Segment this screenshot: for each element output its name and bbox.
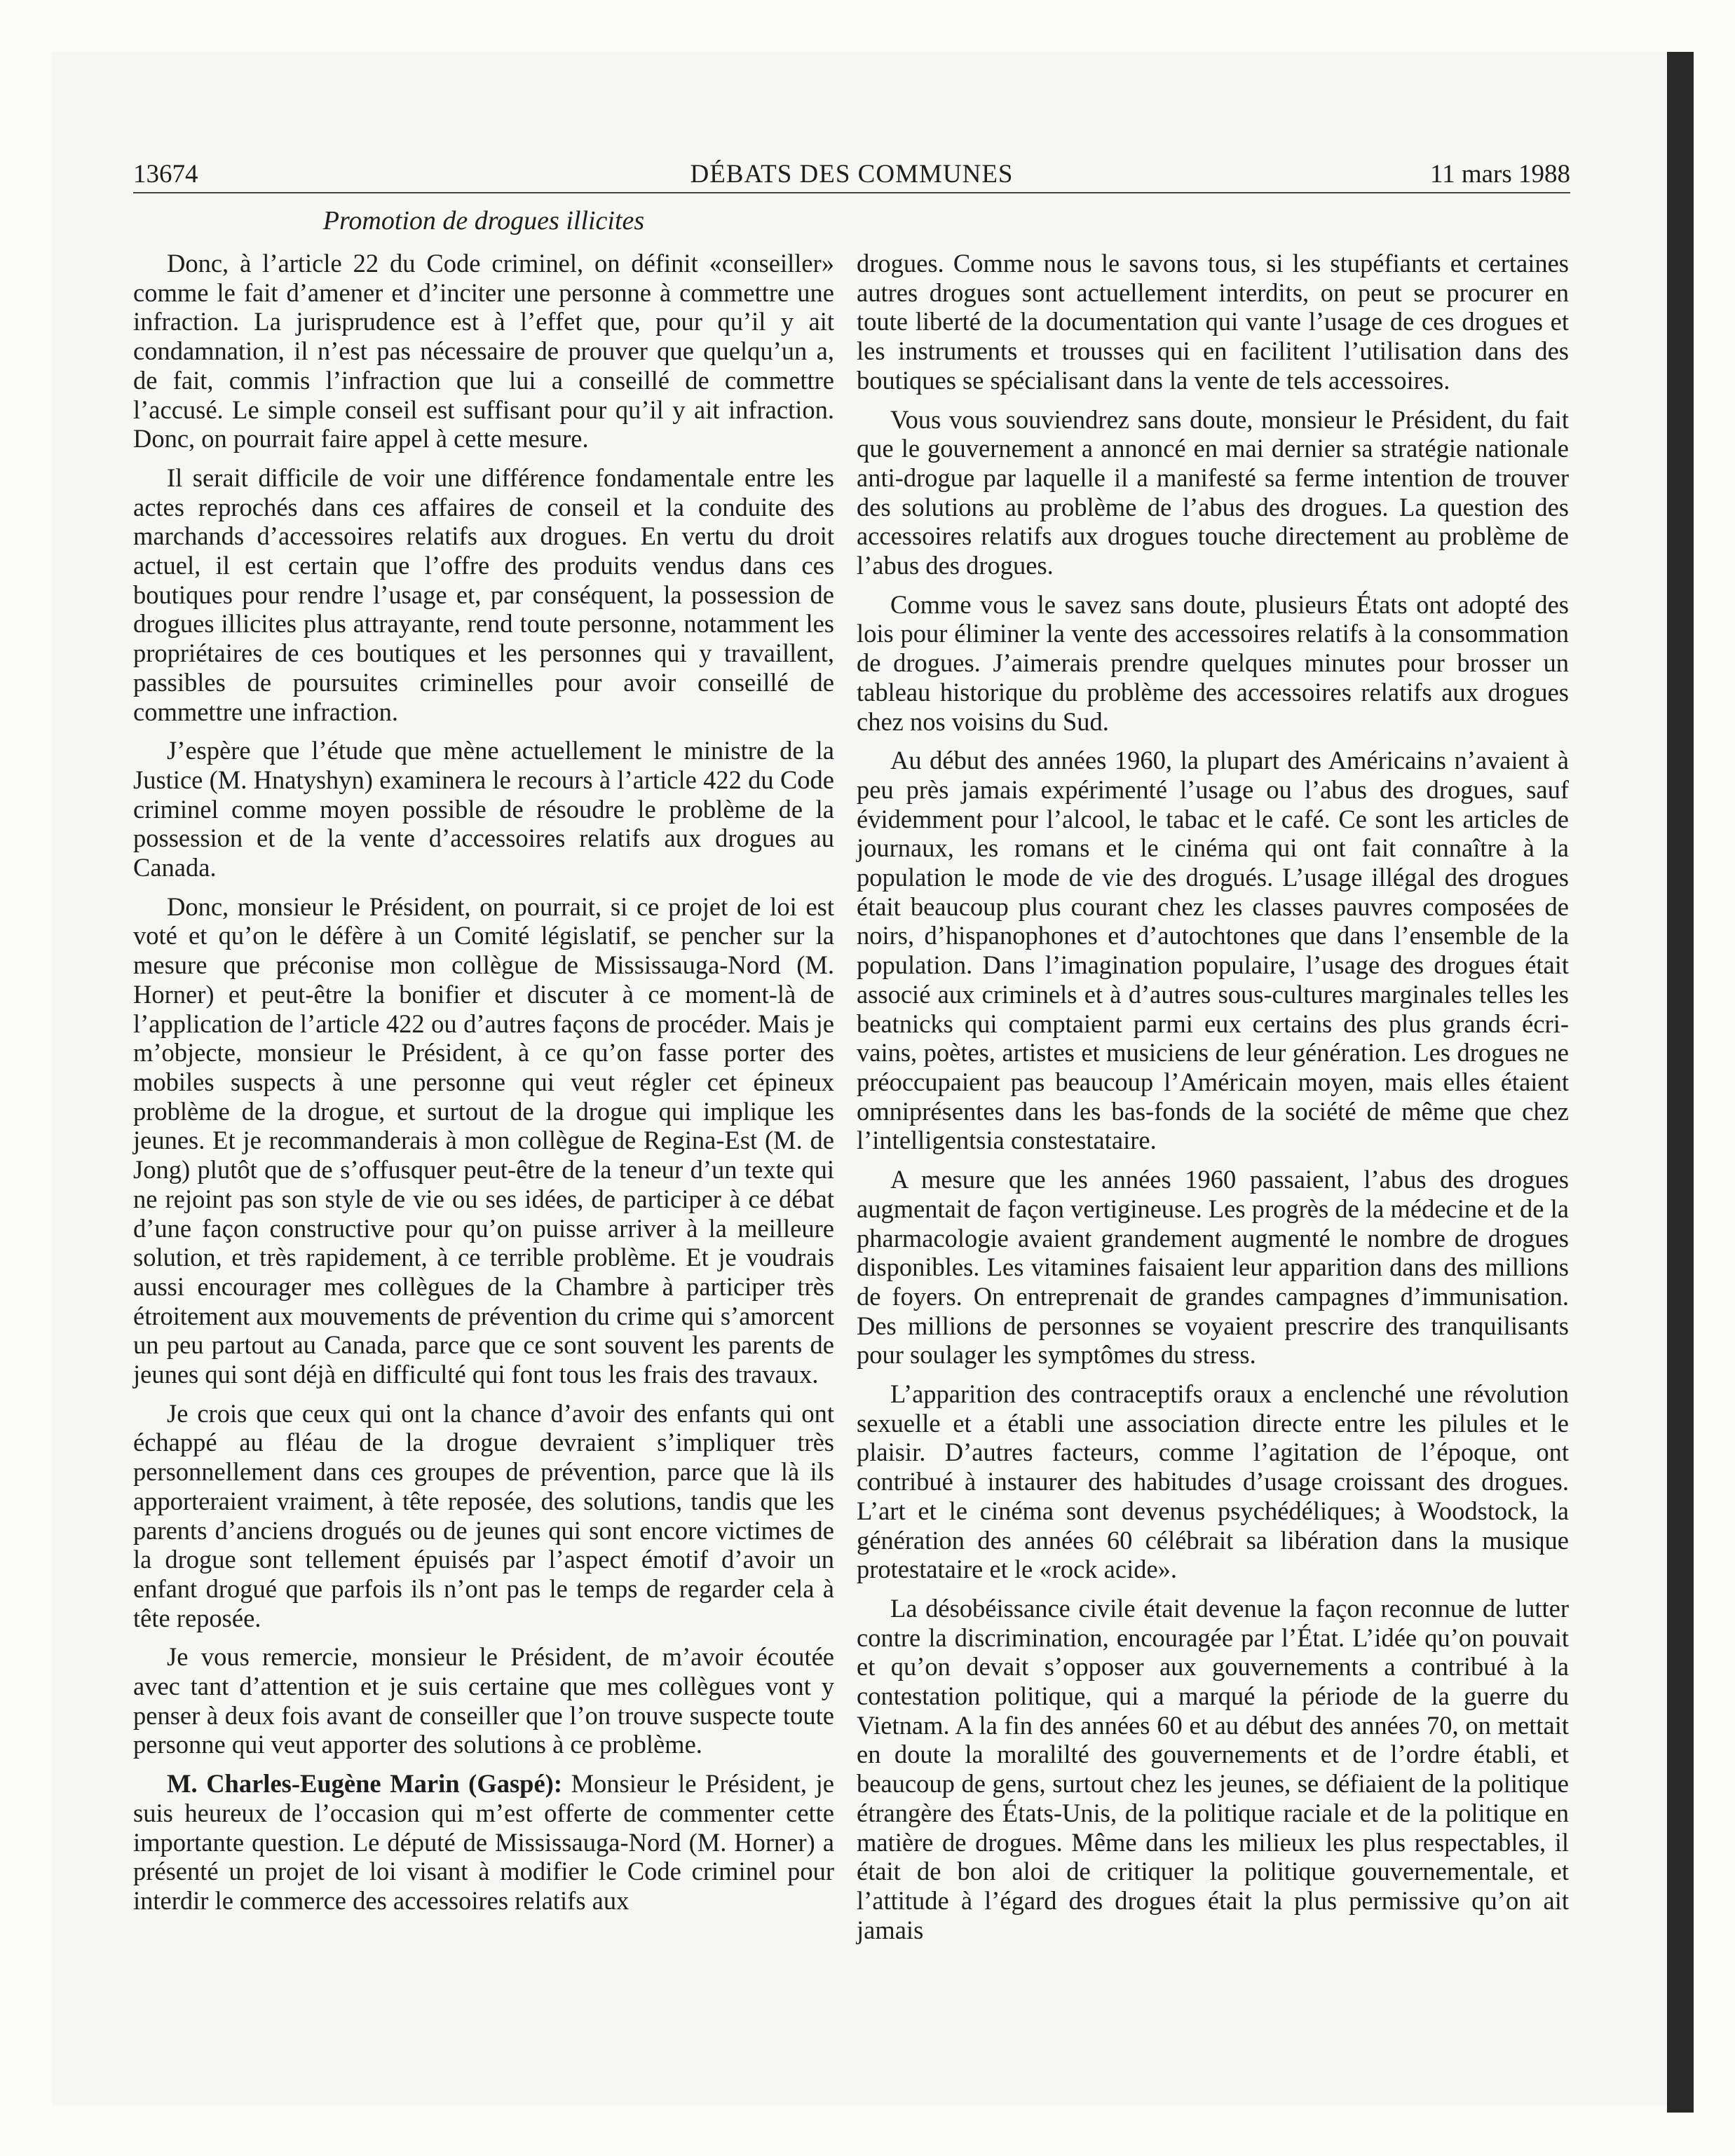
page-date: 11 mars 1988: [1429, 160, 1570, 189]
left-column: [133, 249, 834, 1925]
paragraph: Au début des années 1960, la plupart des Américains n’avaient à peu près jamais expérimenté l’usage ou l’abus des drogues, sauf évidemment pour l’alcool, le tabac et le café. Ce sont les articles de journaux, les romans et le cinéma qui ont fait connaître à la population le mode de vie des drogués. L’usage illégal des drogues était beaucoup plus courant chez les classes pauvres composées de noirs, d’hispanophones et d’autochtones que dans l’ensemble de la population. Dans l’imagination populaire, l’usage des drogues était associé aux criminels et à d’autres sous-cultures marginales telles les beatnicks qui comptaient parmi eux certains des plus grands écrivains, poètes, artistes et musiciens de leur génération. Les drogues ne préoccupaient pas beaucoup l’Américain moyen, mais elles étaient omniprésentes dans les bas-fonds de la société de même que chez l’intelligentsia constestataire.: [857, 746, 1569, 1155]
paragraph: Donc, monsieur le Président, on pourrait, si ce projet de loi est voté et qu’on le défère à un Comité législatif, se pencher sur la mesure que préconise mon collègue de Mississauga-Nord (M. Horner) et peut-être la bonifier et discuter à ce moment-là de l’application de l’article 422 ou d’autres façons de procéder. Mais je m’objecte, monsieur le Président, à ce qu’on fasse porter des mobiles suspects à une personne qui veut régler cet épineux problème de la drogue, et surtout de la drogue qui implique les jeunes. Et je recommanderais à mon collègue de Regina-Est (M. de Jong) plutôt que de s’offusquer peut-être de la teneur d’un texte qui ne rejoint pas son style de vie ou ses idées, de participer à ce débat d’une façon constructive pour qu’on puisse arriver à la meilleure solution, et très rapidement, à ce terrible problème. Et je voudrais aussi encourager mes collègues de la Chambre à participer très étroitement aux mouvements de prévention du crime qui s’amorcent un peu partout au Canada, parce que ce sont souvent les parents de jeunes qui sont déjà en difficulté qui font tous les frais des travaux.: [133, 892, 834, 1389]
paragraph-continuation: drogues. Comme nous le savons tous, si les stupéfiants et certaines autres drogues sont actuellement interdits, on peut se procurer en toute liberté de la documentation qui vante l’usage de ces drogues et les instruments et trousses qui en facilitent l’utilisation dans des boutiques se spécialisant dans la vente de tels accessoires.: [857, 249, 1569, 395]
paragraph: A mesure que les années 1960 passaient, l’abus des drogues augmentait de façon vertigineuse. Les progrès de la médecine et de la pharmacologie avaient grandement augmenté le nombre de drogues disponibles. Les vitamines faisaient leur apparition dans des millions de foyers. On entreprenait de grandes campagnes d’immunisation. Des millions de personnes se voyaient prescrire des tranquilisants pour soulager les symptômes du stress.: [857, 1165, 1569, 1370]
paragraph: Comme vous le savez sans doute, plusieurs États ont adopté des lois pour éliminer la vente des accessoires relatifs à la consommation de drogues. J’aimerais prendre quelques minutes pour brosser un tableau historique du problème des accessoires relatifs aux drogues chez nos voisins du Sud.: [857, 589, 1569, 736]
paragraph: Il serait difficile de voir une différence fondamentale entre les actes reprochés dans ces affaires de conseil et la conduite des marchands d’accessoires relatifs aux drogues. En vertu du droit actuel, il est certain que l’offre des produits vendus dans ces boutiques pour rendre l’usage et, par conséquent, la possession de drogues illicites plus attrayante, rend toute personne, notamment les propriétaires de ces boutiques et les personnes qui y travaillent, passibles de poursuites criminelles pour avoir conseillé de commettre une infraction.: [133, 463, 834, 726]
paragraph: L’apparition des contraceptifs oraux a enclenché une révolution sexuelle et a établi une association directe entre les pilules et le plaisir. D’autres facteurs, comme l’agitation de l’époque, ont contribué à instaurer des habitudes d’usage croissant des drogues. L’art et le cinéma sont devenus psychédéliques; à Woodstock, la génération des années 60 célébrait sa libération dans la musique protestataire et le «rock acide».: [857, 1379, 1569, 1584]
speech-text: Monsieur le Président, je suis heureux de l’occasion qui m’est offerte de commenter cette importante question. Le député de Mississauga-Nord (M. Horner) a présenté un projet de loi visant à modifier le Code criminel pour interdir le commerce des accessoires relatifs aux: [133, 1769, 834, 1915]
paragraph: La désobéissance civile était devenue la façon reconnue de lutter contre la discrimination, encouragée par l’État. L’idée qu’on pouvait et qu’on devait s’opposer aux gouvernements a contribué à la contestation politique, qui a marqué la période de la guerre du Vietnam. A la fin des années 60 et au début des années 70, on mettait en doute la moralilté des gouvernements et de l’ordre établi, et beaucoup de gens, surtout chez les jeunes, se défiaient de la politique étrangère des États-Unis, de la politique raciale et de la politique en matière de drogues. Même dans les milieux les plus respectables, il était de bon aloi de critiquer la politique gouvernementale, et l’attitude à l’égard des drogues était la plus permissive qu’on ait jamais: [857, 1593, 1569, 1944]
paragraph: Donc, à l’article 22 du Code criminel, on définit «conseiller» comme le fait d’amener et d’inciter une personne à commettre une infraction. La jurisprudence est à l’effet que, pour qu’il y ait condamnation, il n’est pas nécessaire de prouver que quelqu’un a, de fait, commis l’infraction que lui a conseillé de commettre l’accusé. Le simple conseil est suffisant pour qu’il y ait infraction. Donc, on pourrait faire appel à cette mesure.: [133, 249, 834, 453]
speaker-name: M. Charles-Eugène Marin (Gaspé):: [167, 1769, 562, 1799]
speech-paragraph: [133, 1769, 834, 1916]
paragraph: Je crois que ceux qui ont la chance d’avoir des enfants qui ont échappé au fléau de la drogue devraient s’impliquer très personnellement dans ces groupes de prévention, parce que là ils apporteraient vraiment, à tête reposée, des solutions, tandis que les parents d’anciens drogués ou de jeunes qui sont encore victimes de la drogue sont tellement épuisés par l’aspect émotif d’avoir un enfant drogué que parfois ils n’ont pas le temps de regarder cela à tête reposée.: [133, 1398, 834, 1632]
paragraph: J’espère que l’étude que mène actuellement le ministre de la Justice (M. Hnatyshyn) examinera le recours à l’article 422 du Code criminel comme moyen possible de résoudre le problème de la possession et de la vente d’accessoires relatifs aux drogues au Canada.: [133, 736, 834, 882]
publication-title: DÉBATS DES COMMUNES: [690, 160, 1014, 189]
paragraph: Vous vous souviendrez sans doute, monsieur le Président, du fait que le gouvernement a annoncé en mai dernier sa stratégie nationale anti-drogue par laquelle il a manifesté sa ferme intention de trouver des solutions au problème de l’abus des drogues. La question des accessoires relatifs aux drogues touche directement au problème de l’abus des drogues.: [857, 404, 1569, 580]
page-header: [133, 158, 1570, 191]
header-rule: [133, 192, 1570, 193]
scan-edge-bar: [1667, 52, 1694, 2113]
section-title: Promotion de drogues illicites: [322, 206, 645, 236]
paragraph: Je vous remercie, monsieur le Président, de m’avoir écoutée avec tant d’attention et je suis certaine que mes collègues vont y penser à deux fois avant de conseiller que l’on trouve suspecte toute personne qui veut apporter des solutions à ce problème.: [133, 1642, 834, 1759]
page-number: 13674: [133, 160, 198, 189]
right-column: [857, 249, 1569, 1954]
